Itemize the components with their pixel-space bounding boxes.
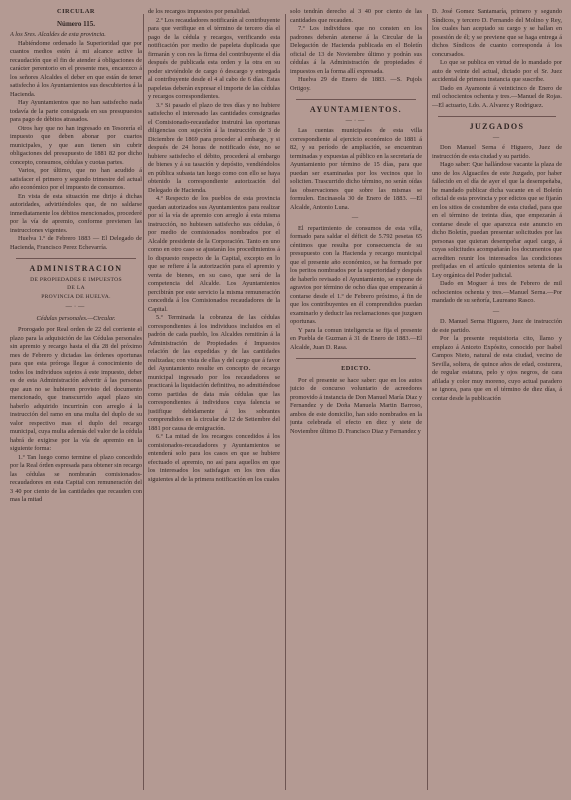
section-title: ADMINISTRACION — [29, 264, 123, 273]
paragraph: Por la presente requisitoria cito, llamo y emplazo á Aniceto Expósito, conocido por Isabel Campos Nieto, natural de esta ciudad, vecino de Sevilla, soltera, de quince años de edad, costurera, de regular estatura, pelo y ojos negros, de cara afilada y color muy moreno, cuyo actual paradero se ignora, para que en el término de diez días, á contar desde la publicación — [432, 335, 562, 402]
paragraph: Por el presente se hace saber: que en los autos juicio de concurso voluntario de acreedores promovido á instancia de Don Manuel María Diaz y Fernandez y de Doña Manuela Martin Barroso, ambos de este domicilio, han sido nombrados en la junta celebrada el efecto en diez y siete de Noviembre último D. Francisco Diaz y Fernandez y — [290, 376, 422, 435]
paragraph: Lo que se publica en virtud de lo mandado por auto de veinte del actual, dictado por el Sr. Juez accidental de primera instancia que suscribe. — [432, 59, 562, 83]
paragraph: Hay Ayuntamientos que no han satisfecho nada todavía de la parte consignada en sus presupuestos para pago de débitos atrasados. — [10, 99, 142, 123]
paragraph: 3.º Si pasado el plazo de tres días y no hubiere satisfecho el interesado las cantidades consignadas el Comisionado-recaudador instruirá las oportunas diligencias con sujeción á la instrucción de 3 de Diciembre de 1869 para proceder al embargo, y si después de 24 horas de notificado éste, no se hubiere satisfecho el débito, procederá al embargo de bienes y á su tasación y depósito, vendiéndolos en pública subasta tan luego como con ello se haya obtenido la correspondiente autorización del Delegado de Hacienda. — [148, 101, 280, 194]
paragraph: Hago saber: Que hallándose vacante la plaza de uno de los Alguaciles de este Juzgado, por haber fallecido en el día de ayer el que la desempeñaba, he mandado publicar dicha vacante en el Boletín oficial de esta provincia y por edictos que se fijarán en los sitios de costumbre de esta ciudad, para que en el término de treinta días, que empezarán á contarse desde el que aparezca este anuncio en dicho Boletín, puedan presentar solicitudes por las personas que quieran desempeñar aquel cargo, á cuyas solicitudes acompañarán los documentos que acrediten reunir los interesados las condiciones prefijadas en el artículo quinientos setenta de la Ley orgánica del Poder judicial. — [432, 161, 562, 279]
paragraph: Dado en Moguer á tres de Febrero de mil ochocientos ochenta y tres.—Manuel Serna.—Por mandado de su señoría, Laureano Rasco. — [432, 280, 562, 304]
section-title: AYUNTAMIENTOS. — [309, 105, 403, 114]
divider: —·— — [345, 116, 367, 124]
paragraph: D. José Gomez Santamaría, primero y segundo Síndicos, y tercero D. Fernando del Molino y Rey, los cuales han aceptado su cargo y se hallan en posesión de él; y se previene que se haga entrega á dichos Síndicos de cuanto corresponda á los concursados. — [432, 8, 562, 58]
divider — [296, 99, 416, 100]
divider — [296, 358, 416, 359]
column-4 — [432, 8, 562, 403]
divider — [438, 116, 556, 117]
divider: —·— — [65, 303, 87, 310]
paragraph: de los recargos impuestos por penalidad. — [148, 8, 251, 15]
paragraph: Don Manuel Serna é Higuero, Juez de instrucción de esta ciudad y su partido. — [432, 144, 562, 160]
column-divider — [285, 14, 286, 790]
paragraph: 2.º Los recaudadores notificarán al contribuyente para que verifique en el término de tercero día el pago de la cédula y recargos, verificando esta notificación por medio de papeleta duplicada que firmarán y con res la firma del contribuyente el día después de publicada esta orden y la otra en su poder sirviéndole de cargo ó descargo y entregada al contribuyente desde el 4 al cabo de 6 días. Estas papeletas deberán expresar el importe de las cédulas y recargos correspondientes. — [148, 16, 280, 100]
section-subtitle: DE LA — [67, 285, 85, 291]
paragraph: 7.º Los individuos que no consten en los padrones deberán atenerse á la Circular de la Delegación de Hacienda publicada en el Boletín oficial de 13 de Noviembre último y podrán sus cédulas á la Administración de propiedades é impuestos en la forma allí expresada. — [290, 25, 422, 75]
column-divider — [143, 14, 144, 790]
paragraph: Dado en Ayamonte á veinticinco de Enero de mil ochocientos ochenta y tres.—Manuel de Rojas. —El actuario, Ldo. A. Alvarez y Rodriguez. — [432, 84, 562, 109]
paragraph: 4.º Respecto de los pueblos de esta provincia quedan autorizados sus Ayuntamientos para realizar por sí la vía de apremio con arreglo á esta misma instrucción, no hubiesen satisfecho sus cédulas, ó por medio de comisionados nombrados por el Alcalde presidente de la Corporación. Tanto en uno como en otro caso se ajustarán los procedimientos á lo dispuesto respecto de la Capital, excepto en lo que se refiere á la autorización para el apremio y venta de bienes, en su caso, que será de la competencia del Alcalde. Los Ayuntamientos percibirán por este servicio la misma remuneración concedida á los Comisionados recaudadores de la Capital. — [148, 195, 280, 313]
signature: Huelva 1.º de Febrero 1883 — El Delegado de Hacienda, Francisco Perez Echevarría. — [10, 235, 142, 251]
paragraph: Prorogado por Real orden de 22 del corriente el plazo para la adquisición de las Cédulas personales sin apremio y recargo hasta el día 28 del próximo mes de Febrero y dictadas las órdenes oportunas para que esta próroga llegue á conocimiento de todos los individuos sujetos á este impuesto, deber es de esta Administración advertir á las personas que aun no se hubieren provisto del documento mencionado, que transcurrido aquel plazo sin haberlo adquirido incurrirán con arreglo á la instrucción del ramo en una multa del duplo de su valor respectivo mas el duplo del recargo municipal, cuya multa además del valor de la cédula habrá de exigirse por la vía de apremio en la siguiente forma: — [10, 326, 142, 452]
paragraph: Las cuentas municipales de esta villa correspondiente al ejercicio económico de 1881 á 82, y su período de ampliación, se encuentran terminadas y expuestas al público en la secretaría de Ayuntamiento por término de 15 días, para que puedan ser examinadas por los vecinos que lo soliciten. Trascurrido dicho término, no serán oídas las observaciones que sobre las mismas se formulen. Encinasola 30 de Enero de 1883. —El Alcalde, Antonio Luna. — [290, 127, 422, 211]
divider: — — [351, 214, 361, 221]
paragraph: solo tendrán derecho al 3 40 por ciento de las cantidades que recauden. — [290, 8, 422, 24]
section-subtitle: DE PROPIEDADES E IMPUESTOS — [30, 276, 122, 283]
paragraph: Varios, por último, que no han acudido á satisfacer el primero y segundo trimestre del actual año económico por el impuesto de consumos. — [10, 167, 142, 191]
column-3 — [290, 8, 422, 436]
section-subtitle: PROVINCIA DE HUELVA. — [41, 293, 111, 300]
signature: Huelva 29 de Enero de 1883. —S. Pujols Ortigoy. — [290, 76, 422, 92]
divider: — — [492, 133, 502, 141]
paragraph: Y para la comun inteligencia se fija el presente en Puebla de Guzman á 31 de Enero de 1883.—El Alcalde, Juan D. Rasa. — [290, 326, 422, 351]
paragraph: D. Manuel Serna Higuero, Juez de instrucción de este partido. — [432, 318, 562, 334]
edicto-title: EDICTO. — [341, 365, 371, 372]
paragraph: 5.º Terminada la cobranza de las cédulas correspondientes á los individuos incluidos en el padrón de cada pueblo, los Alcaldes remitirán á la Administración de Propiedades é Impuestos relación de las expedidas y de las cantidades realizadas; con vista de ellas y del cargo que á favor del Ayuntamiento resulte en concepto de recargo municipal ingresado por los recaudadores se practicará la liquidación definitiva, no admitiéndose como partidas de data más cédulas que las correspondientes á individuos cuya falencia se justifique debidamente á los sobrantes comprendidos en la circular de 12 de Setiembre del 1881 por causa de emigración. — [148, 314, 280, 432]
circular-title: Cédulas personales.—Circular. — [36, 314, 116, 322]
circular-header: CIRCULAR — [57, 8, 95, 15]
divider — [16, 258, 136, 259]
column-divider — [427, 14, 428, 790]
paragraph: Otros hay que no han ingresado en Tesorería el impuesto que deben abonar por cuartos municipales, y que aun tienen sin cubrir obligaciones del presupuesto de 1881 82 por dicho concepto, consumos, cédulas y cuotas partes. — [10, 124, 142, 166]
paragraph: Habiéndome ordenado la Superioridad que por cuantos medios estén á mi alcance active la recaudación que el fin de atender á obligaciones de carácter perentorio en el presente mes, encarezco á los señores Alcaldes el deber en que están de tener satisfecho á los Ayuntamientos sus descubiertos á la Hacienda. — [10, 39, 142, 98]
paragraph: El repartimiento de consumos de esta villa, formado para saldar el déficit de 5.792 pesetas 65 céntimos que resulta por consecuencia de su presupuesto con la Hacienda y recargo municipal que el presente año económico, se ha formado por los peritos nombrados por la superioridad y después de haberlo revisado el Ayuntamiento, se expone de agravios por término de ocho días que empezarán á contarse desde el 1.º de Febrero próximo, á fin de que los contribuyentes en él comprendidos puedan examinarlo y deducir las reclamaciones que juzguen oportunas. — [290, 224, 422, 325]
circular-number: Número 115. — [57, 19, 95, 28]
circular-address: A los Sres. Alcaldes de esta provincia. — [10, 31, 106, 38]
column-2 — [148, 8, 280, 484]
divider: — — [492, 307, 502, 315]
column-1 — [10, 8, 142, 505]
paragraph: 1.º Tan luego como termine el plazo concedido por la Real órden espresada para obtener sin recargo las cédulas se nombrarán comisionados-recaudadores en esta Capital con remuneración del 3 40 por ciento de las cantidades que recauden con mas la mitad — [10, 453, 142, 503]
section-title: JUZGADOS — [469, 122, 525, 131]
paragraph: En vista de esta situación me dirijo á dichas autoridades, advirtiéndoles que, de no saldarse inmediatamente los débitos mencionados, procederé por la vía de apremio, conforme previenen las instrucciones vigentes. — [10, 192, 142, 234]
paragraph: 6.º La mitad de los recargos concedidos á los comisionados-recaudadores y Ayuntamientos se entenderá solo para los casos en que se hubiere efectuado el apremio, no así para aquellos en que los interesados los satisfagan en los tres días siguientes al de la primera notificación en los cuales — [148, 433, 280, 483]
